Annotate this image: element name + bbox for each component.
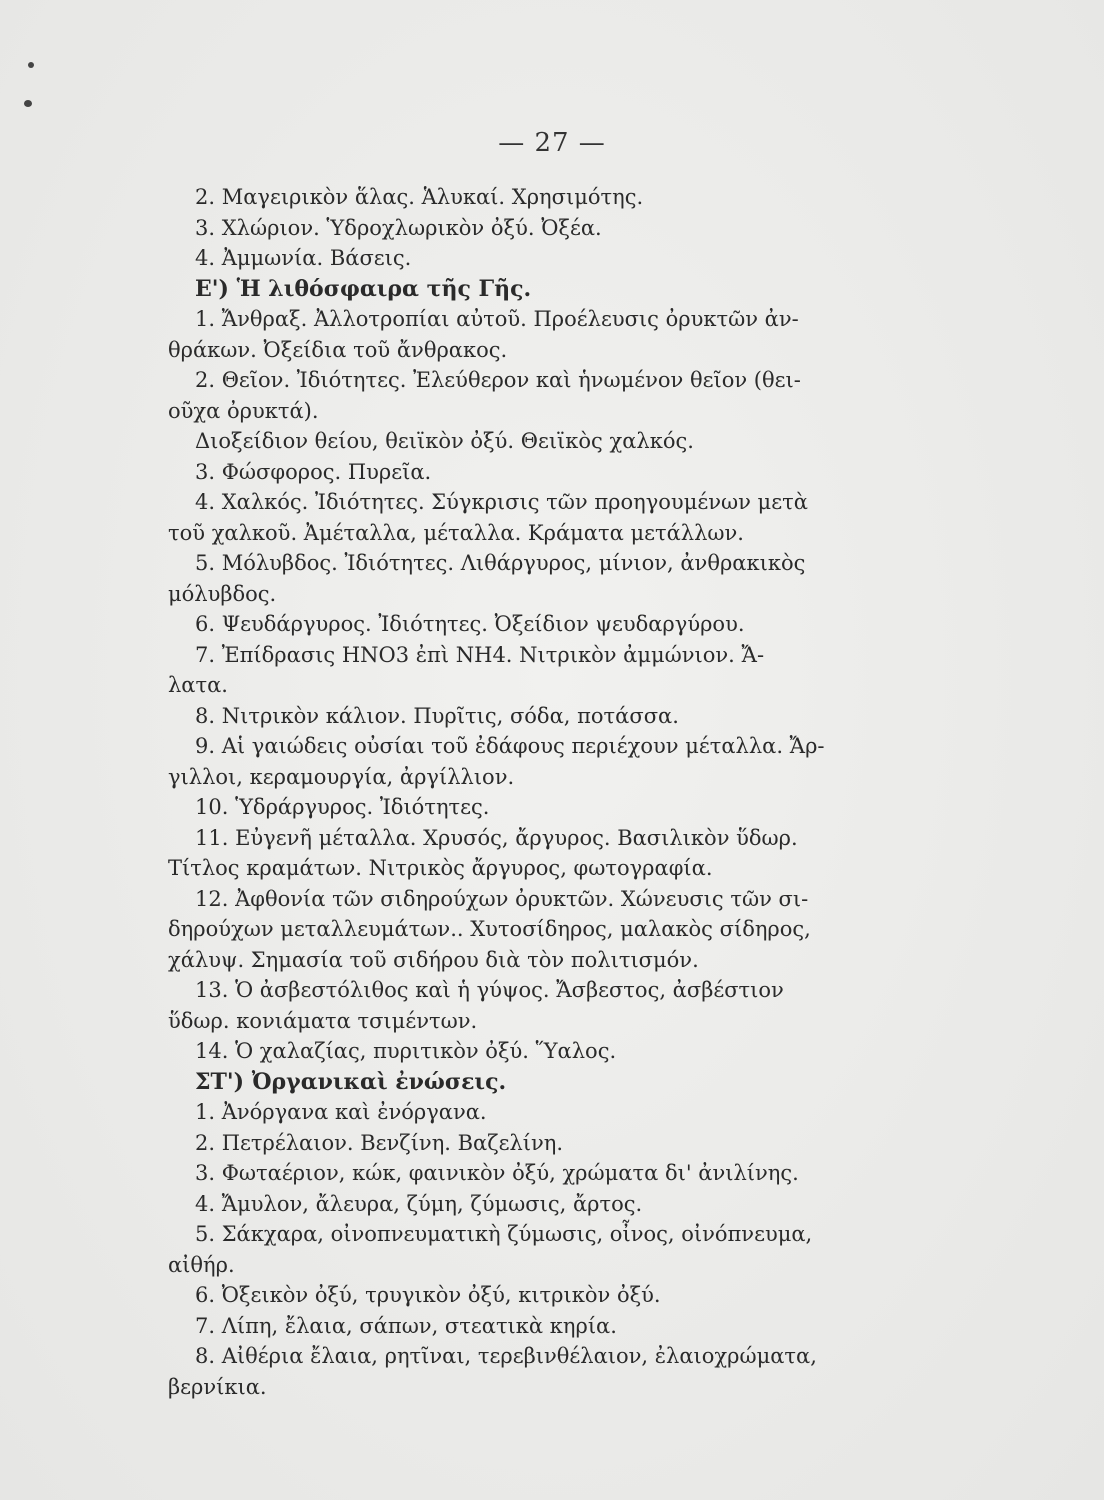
text-line: 4. Χαλκός. Ἰδιότητες. Σύγκρισις τῶν προηγουμένων μετὰ [195,490,808,514]
text-line: 11. Εὐγενῆ μέταλλα. Χρυσός, ἄργυρος. Βασιλικὸν ὕδωρ. [195,825,798,850]
text-line: 4. Ἀμμωνία. Βάσεις. [195,246,412,270]
text-line: Διοξείδιον θείου, θειϊκὸν ὀξύ. Θειϊκὸς χαλκός. [195,429,694,453]
text-line: 1. Ἄνθραξ. Ἀλλοτροπίαι αὐτοῦ. Προέλευσις ὀρυκτῶν ἀν- [195,307,799,331]
text-line: 5. Μόλυβδος. Ἰδιότητες. Λιθάργυρος, μίνιον, ἀνθρακικὸς [195,551,806,575]
text-line: 4. Ἄμυλον, ἄλευρα, ζύμη, ζύμωσις, ἄρτος. [195,1191,643,1216]
text-line: 3. Φωταέριον, κώκ, φαινικὸν ὀξύ, χρώματα δι' ἀνιλίνης. [195,1161,799,1185]
text-line: 3. Φώσφορος. Πυρεῖα. [195,459,432,484]
page-number: — 27 — [498,128,606,158]
section-heading: Ε') Ἡ λιθόσφαιρα τῆς Γῆς. [195,275,532,302]
text-line: οῦχα ὀρυκτά). [168,398,319,423]
text-line: 6. Ψευδάργυρος. Ἰδιότητες. Ὀξείδιον ψευδαργύρου. [195,612,745,636]
text-line: 10. Ὑδράργυρος. Ἰδιότητες. [195,795,490,819]
text-line: λατα. [168,673,228,697]
text-line: 2. Πετρέλαιον. Βενζίνη. Βαζελίνη. [195,1130,564,1155]
text-line: τοῦ χαλκοῦ. Ἀμέταλλα, μέταλλα. Κράματα μετάλλων. [168,520,744,545]
text-line: 1. Ἀνόργανα καὶ ἐνόργανα. [195,1100,487,1124]
text-line: 9. Αἱ γαιώδεις οὐσίαι τοῦ ἐδάφους περιέχουν μέταλλα. Ἄρ- [195,734,825,758]
text-line: 5. Σάκχαρα, οἰνοπνευματικὴ ζύμωσις, οἶνος, οἰνόπνευμα, [195,1222,813,1246]
text-line: δηρούχων μεταλλευμάτων.. Χυτοσίδηρος, μαλακὸς σίδηρος, [168,917,811,941]
text-line: 3. Χλώριον. Ὑδροχλωρικὸν ὀξύ. Ὀξέα. [195,215,602,240]
text-line: χάλυψ. Σημασία τοῦ σιδήρου διὰ τὸν πολιτισμόν. [168,947,699,972]
text-line: θράκων. Ὀξείδια τοῦ ἄνθρακος. [168,337,508,362]
section-heading: ΣΤ') Ὀργανικαὶ ἐνώσεις. [195,1068,507,1095]
document-body [168,182,848,1402]
text-line: 7. Ἐπίδρασις HNO3 ἐπὶ NH4. Νιτρικὸν ἀμμώνιον. Ἄ- [195,642,765,667]
text-line: Τίτλος κραμάτων. Νιτρικὸς ἄργυρος, φωτογραφία. [168,856,713,880]
text-line: 8. Νιτρικὸν κάλιον. Πυρῖτις, σόδα, ποτάσσα. [195,703,679,728]
text-line: αἰθήρ. [168,1252,235,1277]
text-line: 2. Μαγειρικὸν ἅλας. Ἁλυκαί. Χρησιμότης. [195,185,644,209]
text-line: 7. Λίπη, ἔλαια, σάπων, στεατικὰ κηρία. [195,1313,617,1338]
text-line: ὕδωρ. κονιάματα τσιμέντων. [168,1008,478,1033]
text-line: 8. Αἰθέρια ἔλαια, ρητῖναι, τερεβινθέλαιον, ἐλαιοχρώματα, [195,1344,817,1368]
text-line: 2. Θεῖον. Ἰδιότητες. Ἐλεύθερον καὶ ἡνωμένον θεῖον (θει- [195,368,801,392]
text-line: βερνίκια. [168,1374,267,1399]
text-line: γιλλοι, κεραμουργία, ἀργίλλιον. [168,764,515,789]
text-line: μόλυβδος. [168,581,277,606]
text-line: 12. Ἀφθονία τῶν σιδηρούχων ὀρυκτῶν. Χώνευσις τῶν σι- [195,886,809,911]
ink-speck [24,100,32,107]
text-line: 14. Ὁ χαλαζίας, πυριτικὸν ὀξύ. Ὕαλος. [195,1039,617,1063]
text-line: 13. Ὁ ἀσβεστόλιθος καὶ ἡ γύψος. Ἄσβεστος, ἀσβέστιον [195,978,784,1002]
ink-speck [28,62,34,68]
text-line: 6. Ὀξεικὸν ὀξύ, τρυγικὸν ὀξύ, κιτρικὸν ὀξύ. [195,1283,661,1307]
